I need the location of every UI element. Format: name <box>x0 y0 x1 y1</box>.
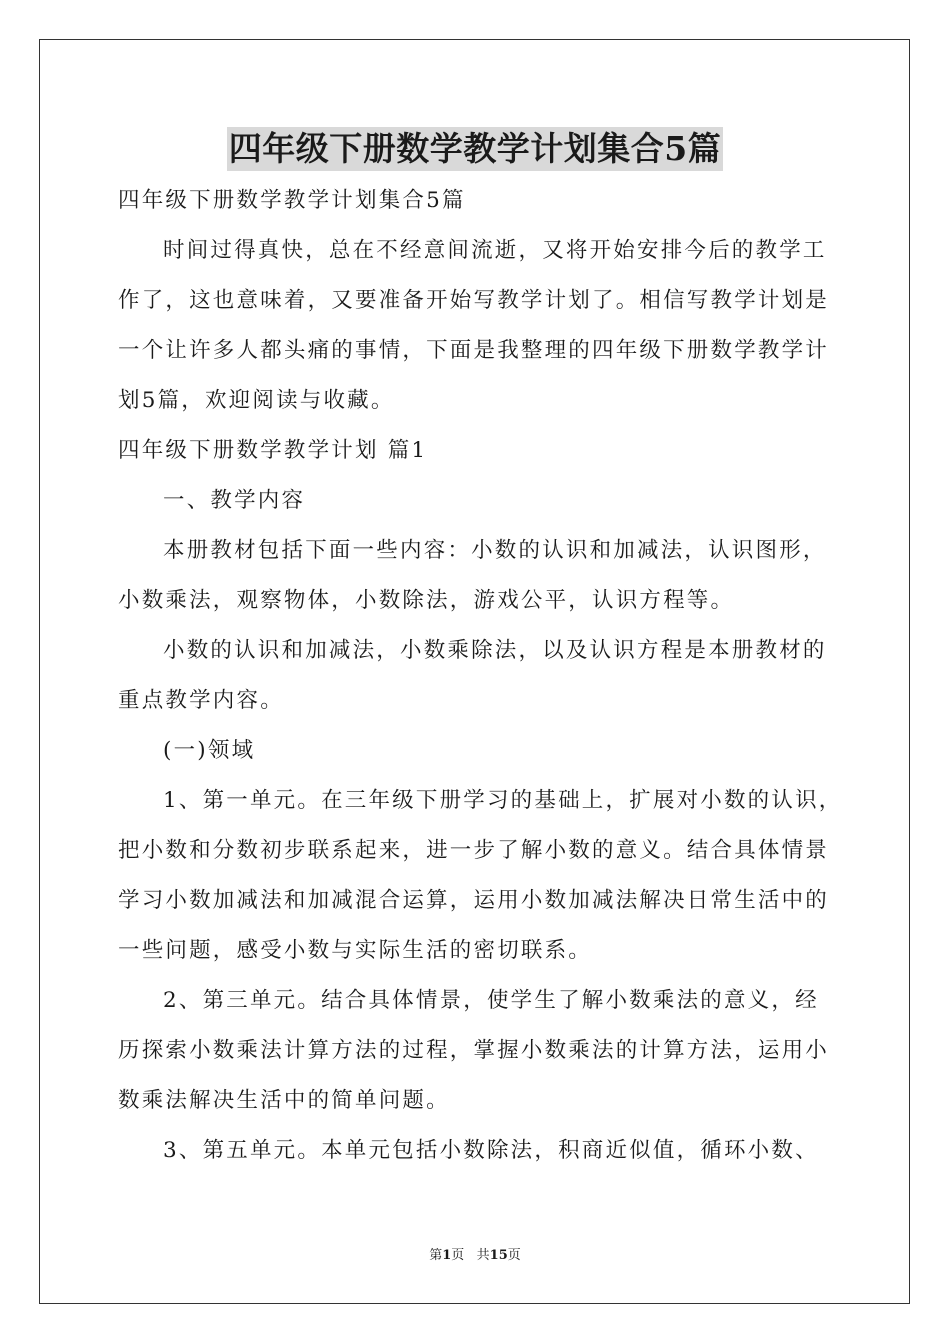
text-line: 四年级下册数学教学计划 篇1 <box>118 438 428 463</box>
document-body <box>118 176 858 1176</box>
text-line: 时间过得真快，总在不经意间流逝，又将开始安排今后的教学工 <box>163 238 827 263</box>
text-line: 重点教学内容。 <box>118 688 284 713</box>
footer-mid: 页 共 <box>451 1248 490 1263</box>
total-pages: 15 <box>489 1248 508 1263</box>
text-line: 历探索小数乘法计算方法的过程，掌握小数乘法的计算方法，运用小 <box>118 1038 830 1063</box>
text-line: 本册教材包括下面一些内容：小数的认识和加减法，认识图形， <box>163 538 827 563</box>
text-line: 划5篇，欢迎阅读与收藏。 <box>118 388 395 413</box>
text-line: 四年级下册数学教学计划集合5篇 <box>118 188 466 213</box>
text-line: 小数乘法，观察物体，小数除法，游戏公平，认识方程等。 <box>118 588 735 613</box>
text-line: 作了，这也意味着，又要准备开始写教学计划了。相信写教学计划是 <box>118 288 830 313</box>
text-line: 1、第一单元。在三年级下册学习的基础上，扩展对小数的认识， <box>163 788 843 813</box>
footer-suffix: 页 <box>507 1248 521 1263</box>
text-line: 3、第五单元。本单元包括小数除法，积商近似值，循环小数、 <box>163 1138 819 1163</box>
text-line: 一个让许多人都头痛的事情，下面是我整理的四年级下册数学教学计 <box>118 338 830 363</box>
text-line: 小数的认识和加减法，小数乘除法，以及认识方程是本册教材的 <box>163 638 827 663</box>
text-line: 2、第三单元。结合具体情景，使学生了解小数乘法的意义，经 <box>163 988 819 1013</box>
text-line: (一)领域 <box>163 738 256 763</box>
document-title: 四年级下册数学教学计划集合5篇 <box>227 127 723 171</box>
current-page-number: 1 <box>442 1248 452 1263</box>
text-line: 数乘法解决生活中的简单问题。 <box>118 1088 450 1113</box>
text-line: 把小数和分数初步联系起来，进一步了解小数的意义。结合具体情景 <box>118 838 830 863</box>
text-line: 学习小数加减法和加减混合运算，运用小数加减法解决日常生活中的 <box>118 888 830 913</box>
title-container <box>0 127 950 171</box>
text-line: 一些问题，感受小数与实际生活的密切联系。 <box>118 938 593 963</box>
text-line: 一、教学内容 <box>163 488 306 513</box>
footer-prefix: 第 <box>429 1248 443 1263</box>
page-footer <box>0 1246 950 1266</box>
